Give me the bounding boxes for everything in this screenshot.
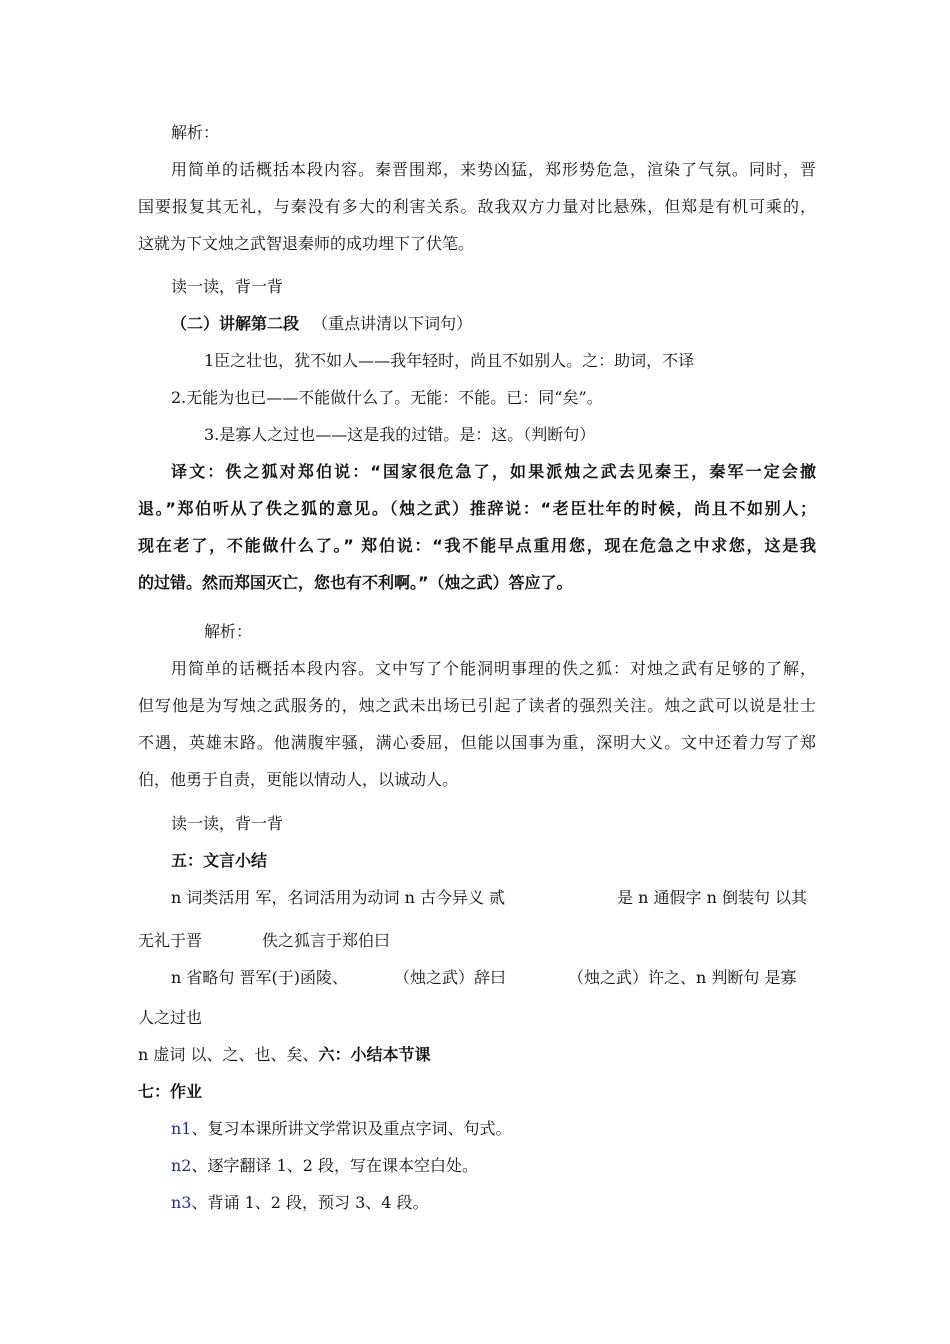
read-recite-text: 读一读，背一背 xyxy=(171,277,284,296)
read-recite-text: 读一读，背一背 xyxy=(171,814,284,833)
summary-text: n 省略句 晋军(于)函陵、 xyxy=(171,968,348,987)
list-item: 2.无能为也已——不能做什么了。无能：不能。已：同“矣”。 xyxy=(171,388,603,407)
homework-item-text: 、背诵 1、2 段，预习 3、4 段。 xyxy=(191,1193,429,1212)
analysis-line: 不遇，英雄末路。他满腹牢骚，满心委屈，但能以国事为重，深明大义。文中还着力写了郑 xyxy=(138,733,816,752)
analysis-line: 但写他是为写烛之武服务的，烛之武未出场已引起了读者的强烈关注。烛之武可以说是壮士 xyxy=(138,696,816,715)
homework-item xyxy=(171,1117,512,1141)
list-item: 1臣之壮也，犹不如人——我年轻时，尚且不如别人。之：助词，不译 xyxy=(204,351,695,370)
analysis-line: 国要报复其无礼，与秦没有多大的利害关系。敌我双方力量对比悬殊，但郑是有机可乘的， xyxy=(138,197,816,216)
homework-item-text: 、复习本课所讲文学常识及重点字词、句式。 xyxy=(191,1119,512,1138)
translation-line: 退。”郑伯听从了佚之狐的意见。（烛之武）推辞说：“老臣壮年的时候，尚且不如别人； xyxy=(138,499,816,518)
list-marker: n3 xyxy=(171,1193,192,1212)
homework-item xyxy=(171,1191,429,1215)
analysis-line: 伯，他勇于自责，更能以情动人，以诚动人。 xyxy=(138,770,459,789)
summary-text: 人之过也 xyxy=(138,1008,203,1027)
translation-line: 的过错。然而郑国灭亡，您也有不利啊。”（烛之武）答应了。 xyxy=(138,573,573,592)
homework-heading: 七：作业 xyxy=(138,1082,203,1101)
translation-line: 译文：佚之狐对郑伯说：“国家很危急了，如果派烛之武去见秦王，秦军一定会撤 xyxy=(171,462,816,481)
section-heading-note: （重点讲清以下词句） xyxy=(312,314,473,333)
list-marker: n2 xyxy=(171,1156,192,1175)
translation-line: 现在老了，不能做什么了。” 郑伯说：“我不能早点重用您，现在危急之中求您，这是我 xyxy=(138,536,816,555)
list-marker: n1 xyxy=(171,1119,192,1138)
analysis-label: 解析： xyxy=(204,622,253,641)
summary-text: 是 n 通假字 n 倒装句 以其 xyxy=(617,888,808,907)
analysis-label: 解析： xyxy=(171,123,220,142)
homework-item-text: 、逐字翻译 1、2 段，写在课本空白处。 xyxy=(191,1156,479,1175)
section-heading xyxy=(171,312,472,336)
analysis-line: 用简单的话概括本段内容。秦晋围郑，来势凶猛，郑形势危急，渲染了气氛。同时，晋 xyxy=(171,160,816,179)
summary-text: n 词类活用 军，名词活用为动词 n 古今异义 贰 xyxy=(171,888,506,907)
summary-text: （烛之武）辞曰 xyxy=(394,968,507,987)
summary-text: 佚之狐言于郑伯曰 xyxy=(262,931,391,950)
summary-row xyxy=(138,1043,431,1067)
summary-text: n 虚词 以、之、也、矣、 xyxy=(138,1045,319,1064)
analysis-line: 这就为下文烛之武智退秦师的成功埋下了伏笔。 xyxy=(138,234,475,253)
summary-heading: 五：文言小结 xyxy=(171,851,268,870)
section-heading-title: 六：小结本节课 xyxy=(318,1045,431,1064)
homework-item xyxy=(171,1154,478,1178)
list-item: 3.是寡人之过也——这是我的过错。是：这。（判断句） xyxy=(204,425,596,444)
summary-text: 无礼于晋 xyxy=(138,931,203,950)
section-heading-title: （二）讲解第二段 xyxy=(171,314,300,333)
summary-text: （烛之武）许之、n 判断句 是寡 xyxy=(568,968,797,987)
analysis-line: 用简单的话概括本段内容。文中写了个能洞明事理的佚之狐：对烛之武有足够的了解， xyxy=(171,659,816,678)
